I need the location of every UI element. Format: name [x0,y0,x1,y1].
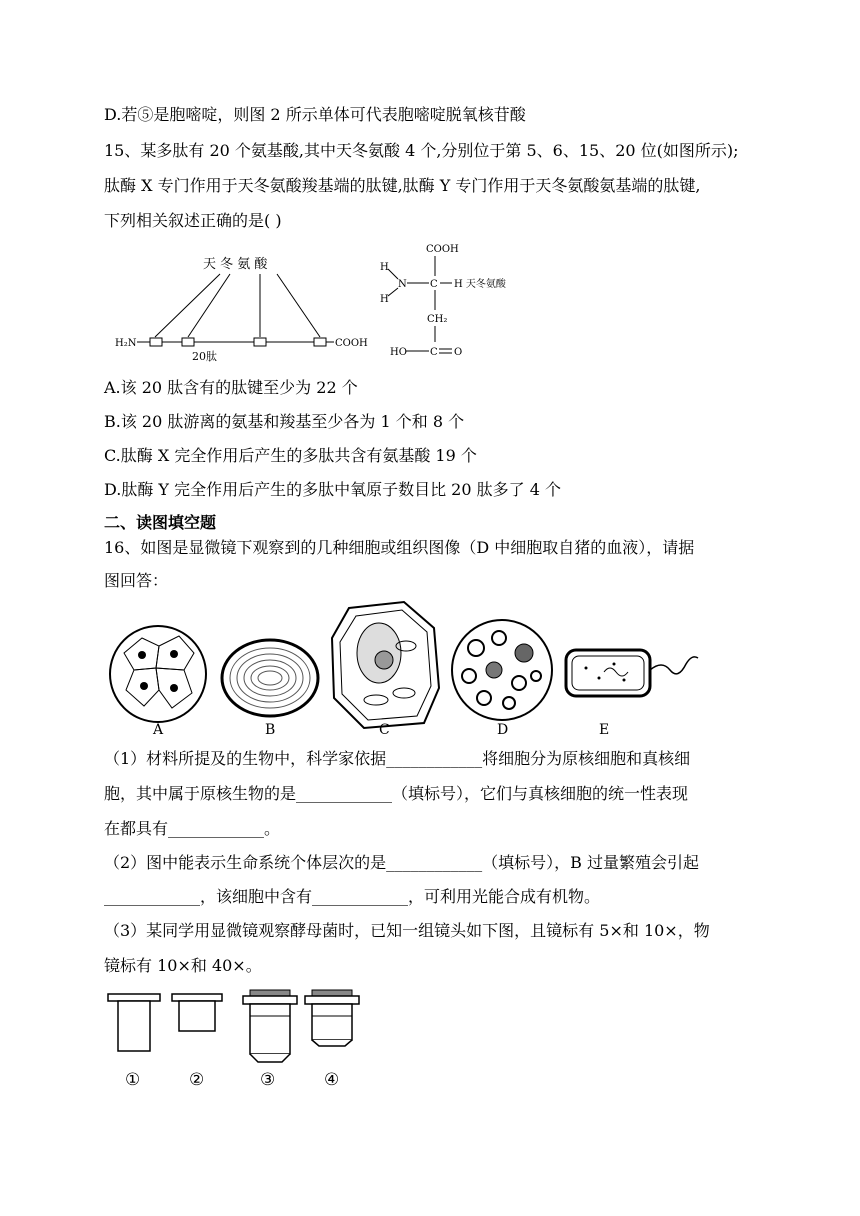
q15-stem-line-2: 肽酶 X 专门作用于天冬氨酸羧基端的肽键,肽酶 Y 专门作用于天冬氨酸氨基端的肽键, [104,176,701,195]
formula-h1: H [380,262,389,273]
formula-h2: H [380,294,389,305]
lens-label-1: ① [125,1070,141,1090]
cell-c-image [332,602,439,728]
lens-diagram [108,986,368,1096]
formula-o: O [454,347,463,358]
lens-label-3: ③ [260,1070,276,1090]
cell-label-a: A [153,722,164,738]
cell-a-image [110,626,206,722]
formula-ho: HO [390,347,407,358]
aspartate-structure [380,240,530,365]
q15-option-a: A.该 20 肽含有的肽键至少为 22 个 [104,378,358,397]
n-terminus: H₂N [115,338,137,349]
q16-part1-line-1: （1）材料所提及的生物中，科学家依据____________将细胞分为原核细胞和真核细 [104,749,691,768]
cell-label-c: C [379,722,390,738]
cell-b-image [222,640,318,716]
cell-label-d: D [497,722,509,738]
formula-c: C [430,279,438,290]
q14-option-d: D.若⑤是胞嘧啶，则图 2 所示单体可代表胞嘧啶脱氧核苷酸 [104,105,526,124]
q16-part2-line-2: ____________，该细胞中含有____________，可利用光能合成有机物。 [104,887,601,906]
peptide-20-diagram [110,252,370,372]
cell-e-image [566,650,698,696]
q15-option-d: D.肽酶 Y 完全作用后产生的多肽中氧原子数目比 20 肽多了 4 个 [104,480,561,499]
lens-label-4: ④ [324,1070,340,1090]
q16-stem-line-1: 16、如图是显微镜下观察到的几种细胞或组织图像（D 中细胞取自猪的血液），请据 [104,538,695,557]
formula-c2: C [430,347,438,358]
c-terminus: COOH [335,338,368,349]
q16-part1-line-2: 胞，其中属于原核生物的是____________（填标号），它们与真核细胞的统一性表现 [104,784,689,803]
lens-2-eyepiece [172,994,222,1031]
aspartate-label: 天 冬 氨 酸 [203,257,268,272]
q16-part3-line-2: 镜标有 10×和 40×。 [104,956,262,975]
q16-part3-line-1: （3）某同学用显微镜观察酵母菌时，已知一组镜头如下图，且镜标有 5×和 10×，物 [104,921,710,940]
formula-h-side: H 天冬氨酸 [454,279,506,290]
peptide-caption: 20肽 [192,350,217,363]
cell-d-image [452,620,552,720]
q15-stem-line-3: 下列相关叙述正确的是( ) [104,211,282,230]
q16-stem-line-2: 图回答： [104,571,169,590]
cell-images [104,598,704,740]
lens-3-objective [243,990,297,1062]
q16-part1-line-3: 在都具有____________。 [104,819,281,838]
section-title: 二、读图填空题 [104,513,217,532]
cell-label-e: E [599,722,610,738]
lens-1-eyepiece [108,994,160,1051]
cell-label-b: B [265,722,276,738]
q15-option-c: C.肽酶 X 完全作用后产生的多肽共含有氨基酸 19 个 [104,446,477,465]
q15-option-b: B.该 20 肽游离的氨基和羧基至少各为 1 个和 8 个 [104,412,465,431]
lens-4-objective [305,990,359,1046]
lens-label-2: ② [189,1070,205,1090]
formula-cooh-top: COOH [426,244,459,255]
q16-part2-line-1: （2）图中能表示生命系统个体层次的是____________（填标号），B 过量繁殖会引起 [104,853,700,872]
formula-n: N [398,279,407,290]
formula-ch2: CH₂ [427,314,448,325]
q15-stem-line-1: 15、某多肽有 20 个氨基酸,其中天冬氨酸 4 个,分别位于第 5、6、15、20 位(如图所示); [104,141,739,160]
